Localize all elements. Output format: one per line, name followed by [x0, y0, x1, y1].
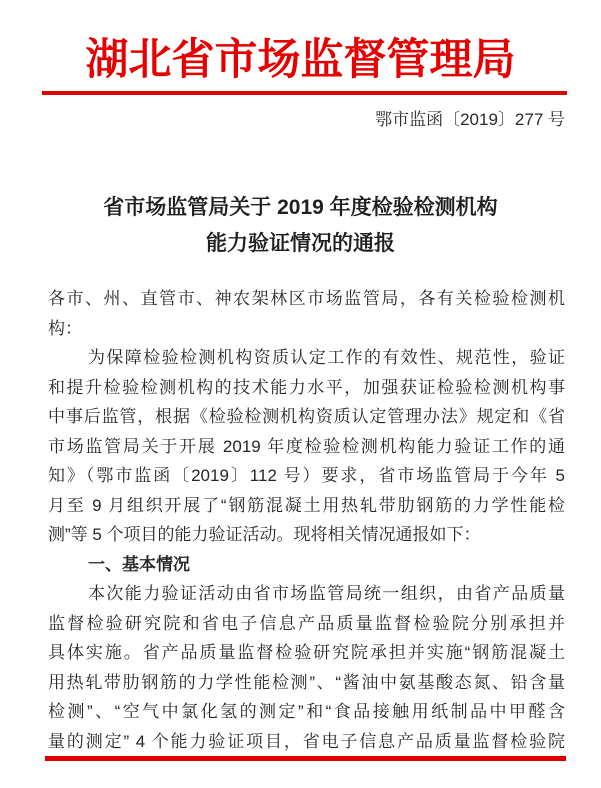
body-line: 用热轧带肋钢筋的力学性能检测”、“酱油中氨基酸态氮、铅含量	[48, 672, 565, 692]
body-line: 各市、州、直管市、神农架林区市场监管局，各有关检验检测机	[48, 289, 565, 308]
body-line: 为保障检验检测机构资质认定工作的有效性、规范性，验证	[88, 348, 565, 367]
header-red-rule	[42, 91, 567, 95]
body-line: 一、基本情况	[88, 554, 190, 574]
body-line: 市场监管局关于开展 2019 年度检验检测机构能力验证工作的通	[48, 436, 565, 456]
body-line: 月至 9 月组织开展了“钢筋混凝土用热轧带肋钢筋的力学性能检	[48, 495, 565, 515]
document-body	[48, 284, 565, 756]
document-title	[0, 190, 601, 262]
document-title-line-2: 能力验证情况的通报	[206, 232, 395, 255]
body-line: 测”等 5 个项目的能力验证活动。现将相关情况通报如下：	[48, 525, 481, 544]
agency-header-title: 湖北省市场监督管理局	[85, 37, 516, 84]
document-number: 鄂市监函〔2019〕277 号	[375, 110, 565, 129]
document-title-line-1: 省市场监管局关于 2019 年度检验检测机构	[103, 196, 498, 219]
body-line: 检测”、“空气中氯化氢的测定”和“食品接触用纸制品中甲醛含	[48, 702, 565, 721]
body-line: 和提升检验检测机构的技术能力水平，加强获证检验检测机构事	[48, 377, 565, 397]
body-line: 本次能力验证活动由省市场监管局统一组织，由省产品质量	[88, 584, 565, 603]
body-line: 具体实施。省产品质量监督检验研究院承担并实施“钢筋混凝土	[48, 643, 565, 662]
body-line: 构：	[48, 318, 82, 338]
body-line: 中事后监管，根据《检验检测机构资质认定管理办法》规定和《省	[48, 407, 565, 426]
body-line: 知》（鄂市监函〔2019〕112 号）要求，省市场监管局于今年 5	[48, 466, 565, 485]
body-line: 监督检验研究院和省电子信息产品质量监督检验院分别承担并	[48, 613, 565, 633]
footer-red-rule	[45, 756, 566, 761]
body-line: 量的测定” 4 个能力验证项目，省电子信息产品质量监督检验院	[48, 731, 565, 751]
